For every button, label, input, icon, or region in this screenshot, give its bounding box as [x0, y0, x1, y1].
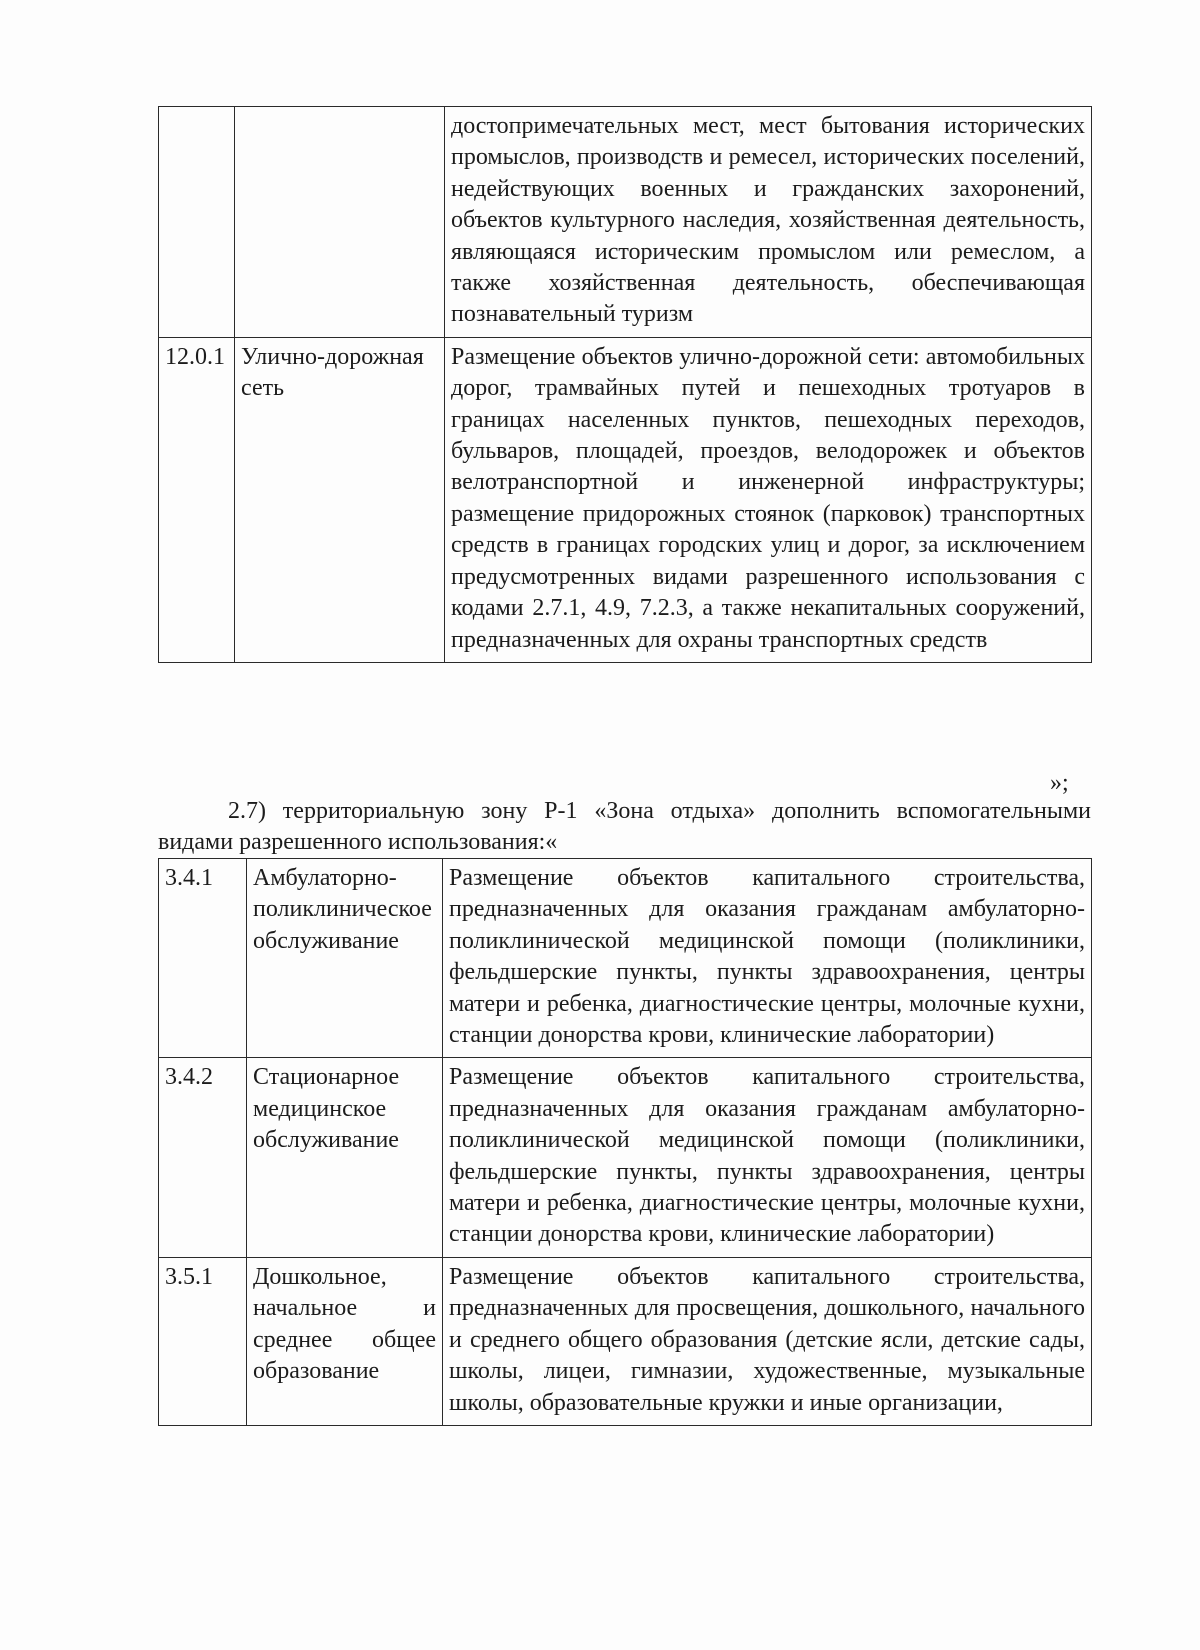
row-description: Размещение объектов капитального строительства, предназначенных для просвещения, дошкольного, начального и среднего общего образования (детские ясли, детские сады, школы, лицеи, гимназии, художественные, музыкальные школы, образовательные кружки и иные организации, [443, 1257, 1092, 1425]
table-row [159, 1058, 1092, 1257]
row-code: 3.5.1 [159, 1257, 247, 1425]
amendment-paragraph: 2.7) территориальную зону Р-1 «Зона отдыха» дополнить вспомогательными видами разрешенного использования:« [158, 798, 1091, 855]
row-description: Размещение объектов улично-дорожной сети: автомобильных дорог, трамвайных путей и пешеходных тротуаров в границах населенных пунктов, пешеходных переходов, бульваров, площадей, проездов, велодорожек и объектов велотранспортной и инженерной инфраструктуры; размещение придорожных стоянок (парковок) транспортных средств в границах городских улиц и дорог, за исключением предусмотренных видами разрешенного использования с кодами 2.7.1, 4.9, 7.2.3, а также некапитальных сооружений, предназначенных для охраны транспортных средств [445, 337, 1092, 662]
table-row [159, 859, 1092, 1058]
row-code: 12.0.1 [159, 337, 235, 662]
table-row [159, 107, 1092, 338]
closing-quote: »; [1050, 770, 1069, 796]
row-name: Дошкольное, начальное и среднее общее образование [247, 1257, 443, 1425]
row-description: достопримечательных мест, мест бытования исторических промыслов, производств и ремесел, исторических поселений, недействующих военных и гражданских захоронений, объектов культурного наследия, хозяйственная деятельность, являющаяся историческим промыслом или ремеслом, а также хозяйственная деятельность, обеспечивающая познавательный туризм [445, 107, 1092, 338]
row-name: Стационарное медицинское обслуживание [247, 1058, 443, 1257]
land-use-table-continued [158, 106, 1092, 663]
row-name: Амбулаторно-поликлиническое обслуживание [247, 859, 443, 1058]
row-description: Размещение объектов капитального строительства, предназначенных для оказания гражданам амбулаторно-поликлинической медицинской помощи (поликлиники, фельдшерские пункты, пункты здравоохранения, центры матери и ребенка, диагностические центры, молочные кухни, станции донорства крови, клинические лаборатории) [443, 1058, 1092, 1257]
row-description: Размещение объектов капитального строительства, предназначенных для оказания гражданам амбулаторно-поликлинической медицинской помощи (поликлиники, фельдшерские пункты, пункты здравоохранения, центры матери и ребенка, диагностические центры, молочные кухни, станции донорства крови, клинические лаборатории) [443, 859, 1092, 1058]
row-name [235, 107, 445, 338]
land-use-table-r1 [158, 858, 1092, 1426]
row-name: Улично-дорожная сеть [235, 337, 445, 662]
table-row [159, 1257, 1092, 1425]
table-row [159, 337, 1092, 662]
row-code: 3.4.1 [159, 859, 247, 1058]
row-code: 3.4.2 [159, 1058, 247, 1257]
row-code [159, 107, 235, 338]
